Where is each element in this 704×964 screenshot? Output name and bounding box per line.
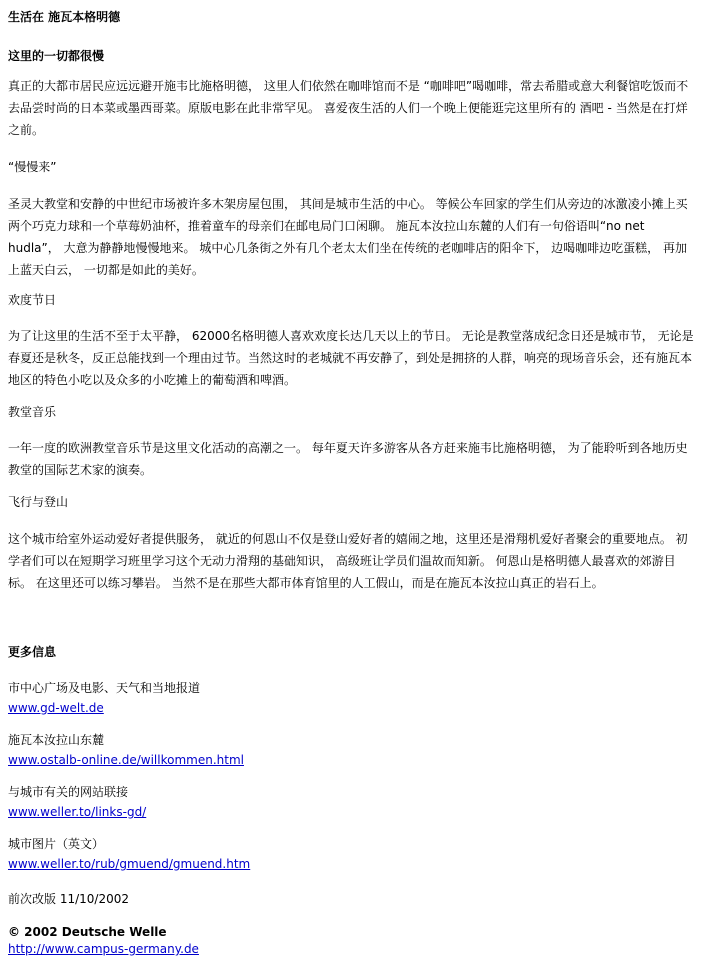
section-heading-church-music: 教堂音乐 (8, 405, 57, 419)
link-weller-gmuend[interactable] (8, 854, 698, 874)
copyright: © 2002 Deutsche Welle (8, 925, 167, 939)
link-weller-links-anchor[interactable]: www.weller.to/links-gd/ (8, 805, 147, 819)
link-weller-gmuend-anchor[interactable]: www.weller.to/rub/gmuend/gmuend.htm (8, 857, 251, 871)
more-info-heading: 更多信息 (8, 645, 57, 659)
link-ostalb[interactable] (8, 750, 698, 770)
link-label-city-links: 与城市有关的网站联接 (8, 785, 129, 799)
link-gd-welt-anchor[interactable]: www.gd-welt.de (8, 701, 104, 715)
section-paragraph-flying: 这个城市给室外运动爱好者提供服务， 就近的何恩山不仅是登山爱好者的嬉闹之地，这里还是滑翔机爱好者聚会的重要地点。 初学者们可以在短期学习班里学习这个无动力滑翔的基础知识， 高级班让学员们温故而知新。 何恩山是格明德人最喜欢的郊游目标。 在这里还可以练习攀岩。 当然不是在那些大都市体育馆里的人工假山，而是在施瓦本汝拉山真正的岩石上。 (8, 532, 688, 590)
link-label-ostalb: 施瓦本汝拉山东麓 (8, 733, 105, 747)
page-title: 生活在 施瓦本格明德 (8, 10, 121, 24)
intro-heading: 这里的一切都很慢 (8, 49, 105, 63)
section-paragraph-festivals: 为了让这里的生活不至于太平静， 62000名格明德人喜欢欢度长达几天以上的节日。 无论是教堂落成纪念日还是城市节， 无论是春夏还是秋冬，反正总能找到一个理由过节。当然这时的老城就不再安静了，到处是拥挤的人群，响亮的现场音乐会，还有施瓦本地区的特色小吃以及众多的小吃摊上的葡萄酒和啤酒。 (8, 329, 694, 387)
link-gd-welt[interactable] (8, 698, 698, 718)
intro-paragraph: 真正的大都市居民应远远避开施韦比施格明德， 这里人们依然在咖啡馆而不是 “咖啡吧”喝咖啡，常去希腊或意大利餐馆吃饭而不去品尝时尚的日本菜或墨西哥菜。原版电影在此非常罕见。 喜爱夜生活的人们一个晚上便能逛完这里所有的 酒吧 - 当然是在打烊之前。 (8, 79, 689, 137)
campus-germany-link[interactable]: http://www.campus-germany.de (8, 942, 199, 956)
section-paragraph-church-music: 一年一度的欧洲教堂音乐节是这里文化活动的高潮之一。 每年夏天许多游客从各方赶来施韦比施格明德， 为了能聆听到各地历史教堂的国际艺术家的演奏。 (8, 441, 688, 477)
link-label-city-center: 市中心广场及电影、天气和当地报道 (8, 681, 201, 695)
section-heading-slow: “慢慢来” (8, 160, 57, 174)
link-label-city-pictures: 城市图片（英文） (8, 837, 105, 851)
link-weller-links[interactable] (8, 802, 698, 822)
link-ostalb-anchor[interactable]: www.ostalb-online.de/willkommen.html (8, 753, 244, 767)
section-heading-flying: 飞行与登山 (8, 495, 69, 509)
section-heading-festivals: 欢度节日 (8, 293, 57, 307)
section-paragraph-slow: 圣灵大教堂和安静的中世纪市场被许多木架房屋包围， 其间是城市生活的中心。 等候公车回家的学生们从旁边的冰激凌小摊上买两个巧克力球和一个草莓奶油杯，推着童车的母亲们在邮电局门口闲聊。 施瓦本汝拉山东麓的人们有一句俗语叫“no net hudla”， 大意为静静地慢慢地来。 城中心几条街之外有几个老太太们坐在传统的老咖啡店的阳伞下， 边喝咖啡边吃蛋糕， 再加上蓝天白云， 一切都是如此的美好。 (8, 197, 688, 277)
last-updated: 前次改版 11/10/2002 (8, 892, 129, 906)
footer-link[interactable] (8, 941, 698, 957)
